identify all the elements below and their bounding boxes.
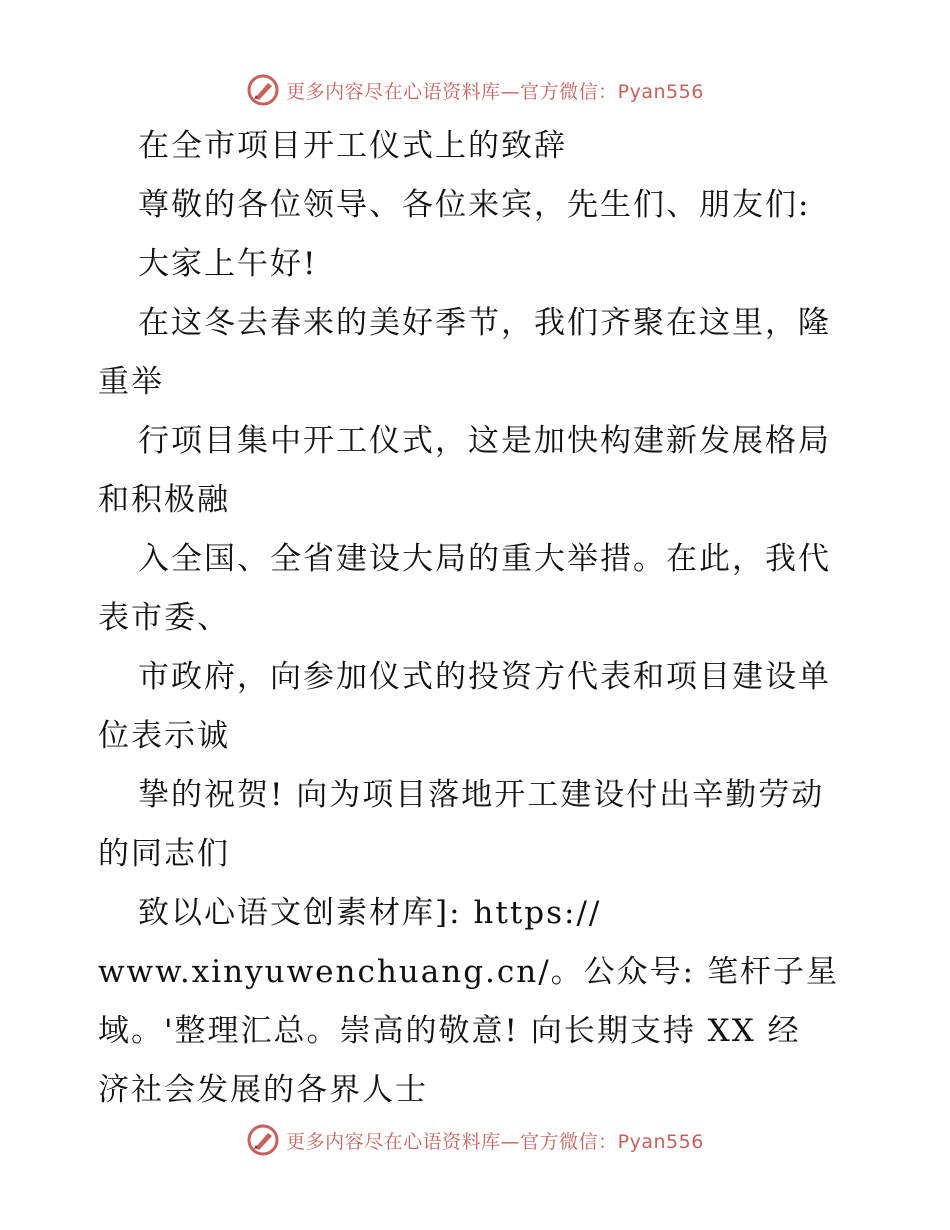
text-line: 尊敬的各位领导、各位来宾，先生们、朋友们: <box>138 187 811 223</box>
footer-watermark-banner <box>0 1120 950 1160</box>
text-line: 入全国、全省建设大局的重大举措。在此，我代 <box>138 541 831 577</box>
text-line: 市政府，向参加仪式的投资方代表和项目建设单 <box>138 659 831 695</box>
document-title: 在全市项目开工仪式上的致辞 <box>138 128 567 164</box>
text-line: www.xinyuwenchuang.cn/。公众号: 笔杆子星 <box>98 954 839 990</box>
watermark-text: 更多内容尽在心语资料库—官方微信：Pyan556 <box>286 1130 704 1153</box>
text-line: 重举 <box>98 364 164 400</box>
pen-logo-icon <box>246 1123 280 1157</box>
text-line: 域。'整理汇总。崇高的敬意! 向长期支持 XX 经 <box>98 1013 801 1049</box>
text-line: 济社会发展的各界人士 <box>98 1072 428 1108</box>
text-line: 挚的祝贺! 向为项目落地开工建设付出辛勤劳动 <box>138 777 825 813</box>
text-line: 致以心语文创素材库]: https:// <box>138 895 602 931</box>
pen-logo-icon <box>246 73 280 107</box>
text-line: 和积极融 <box>98 482 230 518</box>
text-line: 的同志们 <box>98 836 230 872</box>
text-line: 位表示诚 <box>98 718 230 754</box>
text-line: 大家上午好! <box>138 246 318 282</box>
header-watermark-banner <box>0 70 950 110</box>
watermark-text: 更多内容尽在心语资料库—官方微信：Pyan556 <box>286 80 704 103</box>
text-line: 在这冬去春来的美好季节，我们齐聚在这里，隆 <box>138 305 831 341</box>
text-line: 行项目集中开工仪式，这是加快构建新发展格局 <box>138 423 831 459</box>
text-line: 表市委、 <box>98 600 230 636</box>
